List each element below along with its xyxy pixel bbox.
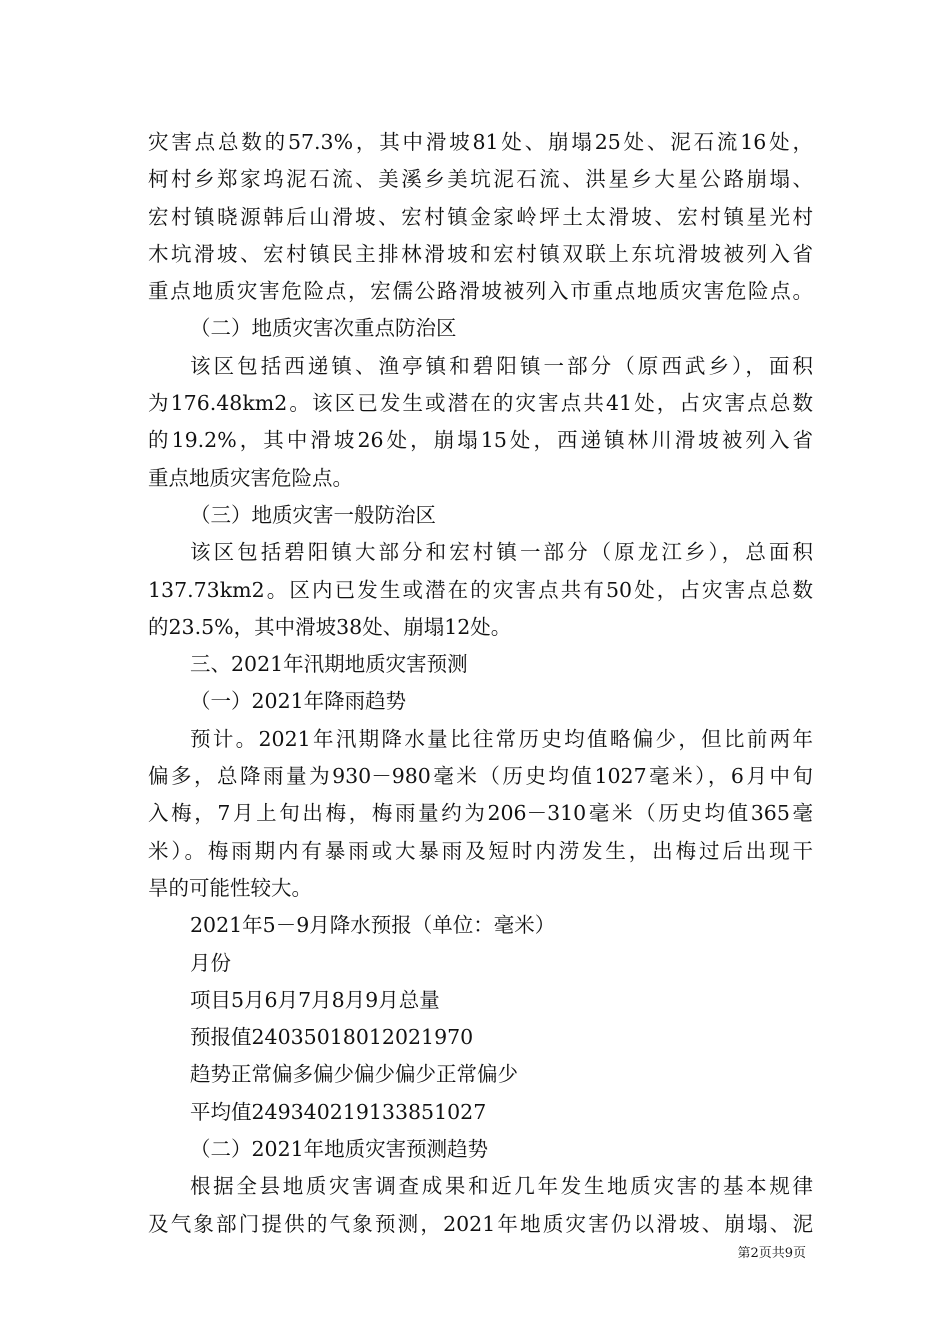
text-line: 灾害点总数的57.3%，其中滑坡81处、崩塌25处、泥石流16处， — [148, 130, 813, 154]
text-line: 重点地质灾害危险点。 — [148, 465, 353, 490]
text-line: （二）地质灾害次重点防治区 — [190, 316, 457, 341]
text-line: 的23.5%，其中滑坡38处、崩塌12处。 — [148, 614, 512, 639]
text-line: 为176.48km2。该区已发生或潜在的灾害点共41处，占灾害点总数 — [148, 391, 813, 416]
text-line: 宏村镇晓源韩后山滑坡、宏村镇金家岭坪土太滑坡、宏村镇星光村 — [148, 204, 813, 229]
page-footer: 第2页共9页 — [737, 1246, 806, 1261]
text-line: 米）。梅雨期内有暴雨或大暴雨及短时内涝发生，出梅过后出现干 — [148, 838, 813, 863]
text-line: （一）2021年降雨趋势 — [190, 689, 407, 714]
text-line: 该区包括碧阳镇大部分和宏村镇一部分（原龙江乡），总面积 — [190, 540, 813, 565]
text-line: 根据全县地质灾害调查成果和近几年发生地质灾害的基本规律 — [190, 1174, 813, 1199]
text-line: 偏多，总降雨量为930－980毫米（历史均值1027毫米），6月中旬 — [148, 764, 813, 789]
text-line: 预报值24035018012021970 — [190, 1025, 474, 1050]
text-line: 入梅，7月上旬出梅，梅雨量约为206－310毫米（历史均值365毫 — [148, 801, 813, 826]
text-line: 预计。2021年汛期降水量比往常历史均值略偏少，但比前两年 — [190, 726, 813, 751]
page-body — [148, 124, 813, 1243]
text-line: 趋势正常偏多偏少偏少偏少正常偏少 — [190, 1062, 518, 1087]
text-line: （三）地质灾害一般防治区 — [190, 502, 436, 527]
text-line: 木坑滑坡、宏村镇民主排林滑坡和宏村镇双联上东坑滑坡被列入省 — [148, 241, 813, 266]
text-line: 重点地质灾害危险点，宏儒公路滑坡被列入市重点地质灾害危险点。 — [148, 279, 813, 304]
text-line: 旱的可能性较大。 — [148, 875, 312, 900]
text-line: 平均值249340219133851027 — [190, 1099, 487, 1124]
text-line: （二）2021年地质灾害预测趋势 — [190, 1137, 489, 1162]
text-line: 2021年5－9月降水预报（单位：毫米） — [190, 913, 556, 938]
text-line: 月份 — [190, 950, 231, 975]
text-line: 137.73km2。区内已发生或潜在的灾害点共有50处，占灾害点总数 — [148, 577, 813, 602]
text-line: 项目5月6月7月8月9月总量 — [190, 987, 440, 1012]
text-line: 柯村乡郑家坞泥石流、美溪乡美坑泥石流、洪星乡大星公路崩塌、 — [148, 167, 813, 192]
text-line: 该区包括西递镇、渔亭镇和碧阳镇一部分（原西武乡），面积 — [190, 353, 813, 378]
text-line: 的19.2%，其中滑坡26处，崩塌15处，西递镇林川滑坡被列入省 — [148, 428, 813, 453]
text-line: 及气象部门提供的气象预测，2021年地质灾害仍以滑坡、崩塌、泥 — [148, 1211, 813, 1236]
text-line: 三、2021年汛期地质灾害预测 — [190, 652, 468, 677]
